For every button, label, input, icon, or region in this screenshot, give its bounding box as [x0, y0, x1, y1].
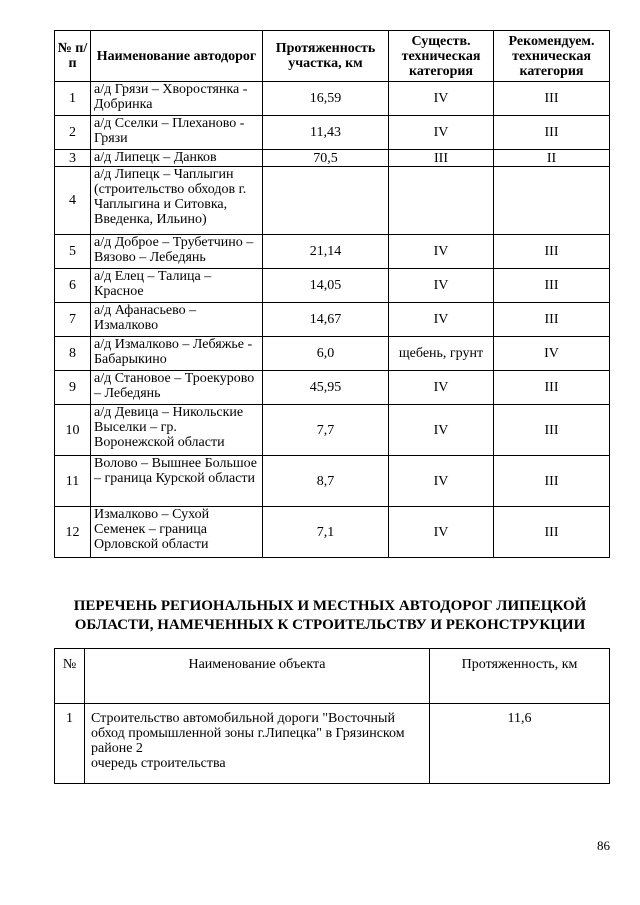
current-category: щебень, грунт: [389, 337, 494, 371]
row-number: 3: [55, 150, 91, 167]
recommended-category: II: [494, 150, 610, 167]
table-row: [55, 507, 610, 558]
row-number: 9: [55, 371, 91, 405]
road-name: а/д Липецк – Чаплыгин (строительство обходов г. Чаплыгина и Ситовка, Введенка, Ильино): [91, 167, 263, 235]
recommended-category: III: [494, 371, 610, 405]
col-header-number: №: [55, 649, 85, 704]
current-category: III: [389, 150, 494, 167]
col-header-recommended-category: Рекомендуем. техническая категория: [494, 31, 610, 82]
row-number: 10: [55, 405, 91, 456]
road-name: а/д Девица – Никольские Выселки – гр. Воронежской области: [91, 405, 263, 456]
object-name-extra: очередь строительства: [91, 756, 226, 771]
road-length: 21,14: [263, 235, 389, 269]
current-category: IV: [389, 507, 494, 558]
row-number: 8: [55, 337, 91, 371]
road-name: Волово – Вышнее Большое – граница Курской области: [91, 456, 263, 507]
recommended-category: III: [494, 235, 610, 269]
recommended-category: IV: [494, 337, 610, 371]
current-category: IV: [389, 116, 494, 150]
table-row: [55, 235, 610, 269]
row-number: 12: [55, 507, 91, 558]
current-category: IV: [389, 456, 494, 507]
roads-table-body: [55, 82, 610, 558]
table-header-row: [55, 649, 610, 704]
table-row: [55, 337, 610, 371]
current-category: IV: [389, 235, 494, 269]
roads-category-table: [54, 30, 610, 558]
recommended-category: III: [494, 116, 610, 150]
table-row: [55, 269, 610, 303]
recommended-category: [494, 167, 610, 235]
object-length: 11,6: [430, 704, 610, 784]
road-name: а/д Сселки – Плеханово - Грязи: [91, 116, 263, 150]
road-name: а/д Измалково – Лебяжье - Бабарыкино: [91, 337, 263, 371]
recommended-category: III: [494, 269, 610, 303]
road-length: 6,0: [263, 337, 389, 371]
row-number: 11: [55, 456, 91, 507]
table-row: [55, 303, 610, 337]
road-name: а/д Липецк – Данков: [91, 150, 263, 167]
table-header-row: [55, 31, 610, 82]
col-header-length: Протяженность, км: [430, 649, 610, 704]
road-length: 7,1: [263, 507, 389, 558]
object-name: Строительство автомобильной дороги "Восточный обход промышленной зоны г.Липецка" в Грязинском районе 2: [91, 711, 405, 756]
recommended-category: III: [494, 405, 610, 456]
road-length: 11,43: [263, 116, 389, 150]
col-header-number: № п/п: [55, 31, 91, 82]
current-category: IV: [389, 303, 494, 337]
current-category: IV: [389, 405, 494, 456]
col-header-road-name: Наименование автодорог: [91, 31, 263, 82]
table-row: [55, 116, 610, 150]
road-length: 70,5: [263, 150, 389, 167]
row-number: 6: [55, 269, 91, 303]
section-heading: ПЕРЕЧЕНЬ РЕГИОНАЛЬНЫХ И МЕСТНЫХ АВТОДОРОГ ЛИПЕЦКОЙ ОБЛАСТИ, НАМЕЧЕННЫХ К СТРОИТЕЛЬСТВУ И РЕКОНСТРУКЦИИ: [73, 598, 587, 633]
recommended-category: III: [494, 507, 610, 558]
col-header-object-name: Наименование объекта: [85, 649, 430, 704]
recommended-category: III: [494, 456, 610, 507]
construction-objects-table: [54, 648, 610, 784]
road-length: 14,67: [263, 303, 389, 337]
table-row: [55, 82, 610, 116]
road-name: а/д Грязи – Хворостянка - Добринка: [91, 82, 263, 116]
current-category: IV: [389, 371, 494, 405]
road-name: а/д Становое – Троекурово – Лебедянь: [91, 371, 263, 405]
col-header-current-category: Существ. техническая категория: [389, 31, 494, 82]
road-length: 7,7: [263, 405, 389, 456]
row-number: 7: [55, 303, 91, 337]
recommended-category: III: [494, 82, 610, 116]
road-name: а/д Елец – Талица – Красное: [91, 269, 263, 303]
object-name-cell: [85, 704, 430, 784]
row-number: 1: [55, 704, 85, 784]
current-category: IV: [389, 82, 494, 116]
page-number: 86: [597, 838, 610, 853]
current-category: [389, 167, 494, 235]
current-category: IV: [389, 269, 494, 303]
table-row: [55, 704, 610, 784]
row-number: 1: [55, 82, 91, 116]
road-name: а/д Доброе – Трубетчино – Вязово – Лебедянь: [91, 235, 263, 269]
road-name: а/д Афанасьево – Измалково: [91, 303, 263, 337]
row-number: 5: [55, 235, 91, 269]
recommended-category: III: [494, 303, 610, 337]
row-number: 2: [55, 116, 91, 150]
table-row: [55, 371, 610, 405]
table-row: [55, 405, 610, 456]
road-name: Измалково – Сухой Семенек – граница Орловской области: [91, 507, 263, 558]
col-header-length: Протяженность участка, км: [263, 31, 389, 82]
table-row: [55, 150, 610, 167]
row-number: 4: [55, 167, 91, 235]
road-length: 45,95: [263, 371, 389, 405]
road-length: 14,05: [263, 269, 389, 303]
road-length: 16,59: [263, 82, 389, 116]
table-row: [55, 167, 610, 235]
table-row: [55, 456, 610, 507]
road-length: [263, 167, 389, 235]
road-length: 8,7: [263, 456, 389, 507]
